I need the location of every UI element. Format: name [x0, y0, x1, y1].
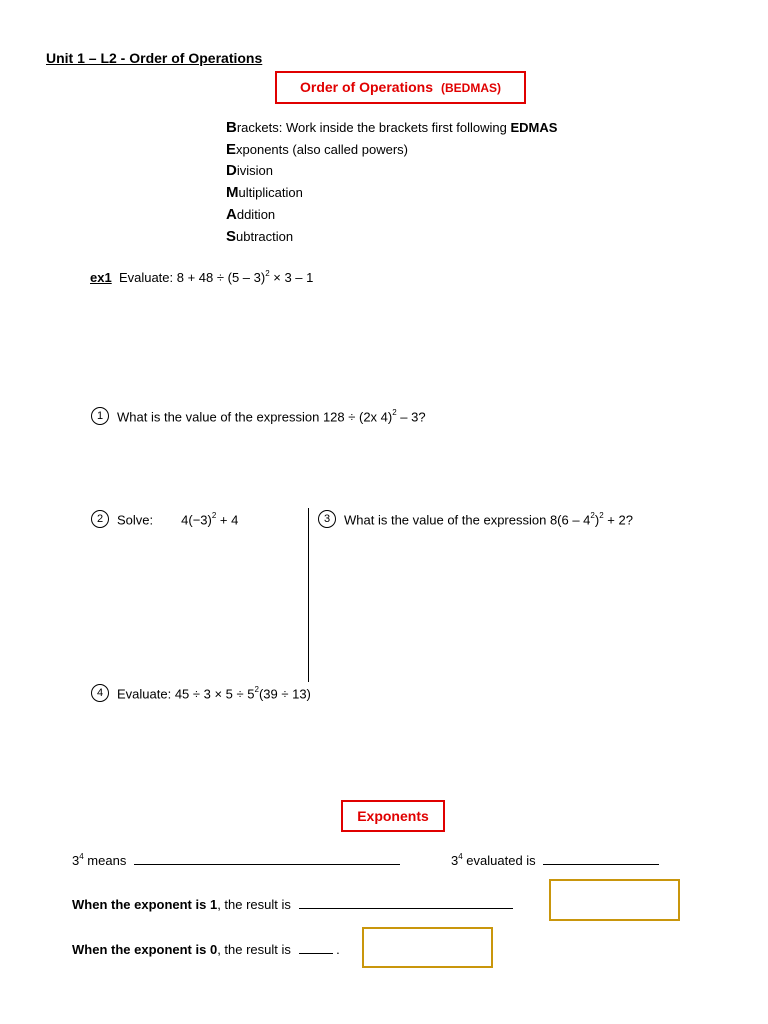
- question-number-4: 4: [91, 684, 109, 702]
- exponents-heading-box: Exponents: [341, 800, 445, 832]
- page-title: Unit 1 – L2 - Order of Operations: [46, 50, 263, 66]
- example-1: ex1 Evaluate: 8 + 48 ÷ (5 – 3)$^2$ × 3 – 1: [90, 269, 314, 285]
- question-2: 2 Solve: $4(-3)^2 + 4$: [91, 512, 238, 530]
- bedmas-line-b: Brackets: Work inside the brackets first following EDMAS: [226, 119, 558, 136]
- order-of-operations-heading-box: [275, 71, 526, 104]
- answer-box-exponent-zero[interactable]: [362, 927, 493, 968]
- answer-blank-exponent-zero[interactable]: [299, 953, 333, 954]
- question-3: 3 What is the value of the expression $8(6 - 4^2)^2 + 2$?: [318, 512, 633, 530]
- question-number-2: 2: [91, 510, 109, 528]
- answer-blank-exponent-one[interactable]: [299, 908, 513, 909]
- exponent-evaluated-line: $3^4$ evaluated is: [451, 853, 659, 868]
- answer-box-exponent-one[interactable]: [549, 879, 680, 921]
- bedmas-line-e: Exponents (also called powers): [226, 141, 408, 158]
- heading-sub: (BEDMAS): [441, 81, 502, 95]
- exponent-one-line: When the exponent is 1, the result is: [72, 897, 513, 912]
- answer-blank-evaluated[interactable]: [543, 864, 659, 865]
- bedmas-line-s: Subtraction: [226, 228, 294, 245]
- bedmas-line-a: Addition: [226, 206, 276, 223]
- column-divider: [308, 508, 309, 682]
- heading-main: Order of Operations: [299, 79, 434, 95]
- question-4: 4 Evaluate: $45 \div 3 \times 5 \div 5^2(39 \div 13)$: [91, 686, 311, 704]
- exponent-zero-line: When the exponent is 0, the result is .: [72, 942, 340, 957]
- question-number-1: 1: [91, 407, 109, 425]
- question-number-3: 3: [318, 510, 336, 528]
- answer-blank-means[interactable]: [134, 864, 400, 865]
- bedmas-line-d: Division: [226, 162, 273, 179]
- bedmas-line-m: Multiplication: [226, 184, 303, 201]
- question-1: 1 What is the value of the expression 128 ÷ (2x 4)$^2$ – 3?: [91, 409, 426, 427]
- exponent-means-line: $3^4$ means: [72, 853, 400, 868]
